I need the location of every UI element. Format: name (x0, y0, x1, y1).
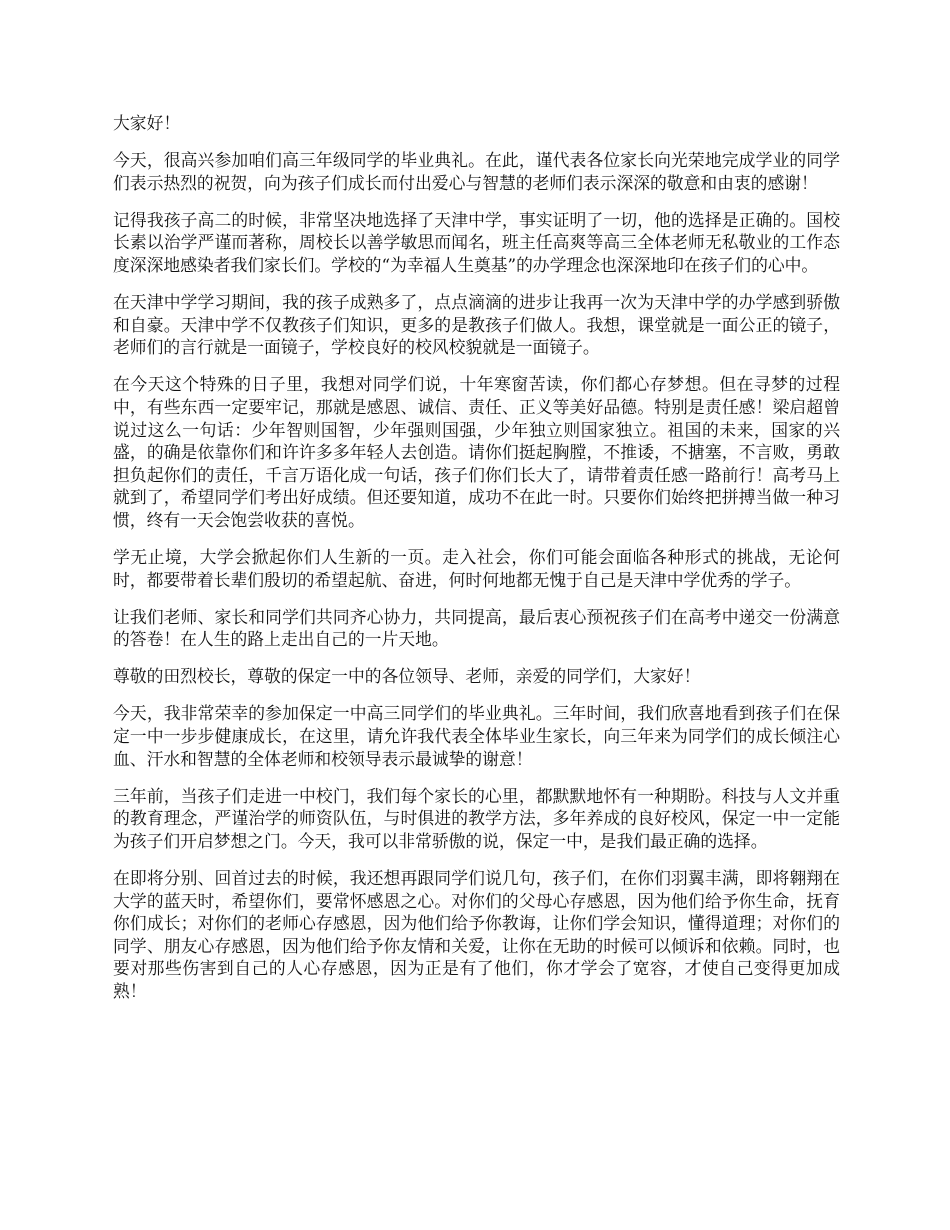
paragraph-second-greeting: 尊敬的田烈校长，尊敬的保定一中的各位领导、老师，亲爱的同学们，大家好！ (113, 666, 701, 687)
paragraph-endless-learning: 学无止境，大学会掀起你们人生新的一页。走入社会，你们可能会面临各种形式的挑战，无论何时，都要带着长辈们殷切的希望起航、奋进，何时何地都无愧于自己是天津中学优秀的学子。 (113, 547, 840, 590)
paragraph-greeting: 大家好！ (113, 113, 181, 133)
paragraph-three-years-ago: 三年前，当孩子们走进一中校门，我们每个家长的心里，都默默地怀有一种期盼。科技与人文并重的教育理念，严谨治学的师资队伍，与时俱进的教学方法，多年养成的良好校风，保定一中一定能为孩子们开启梦想之门。今天，我可以非常骄傲的说，保定一中，是我们最正确的选择。 (113, 785, 840, 851)
paragraph-school-choice: 记得我孩子高二的时候，非常坚决地选择了天津中学，事实证明了一切，他的选择是正确的。国校长素以治学严谨而著称，周校长以善学敏思而闻名，班主任高爽等高三全体老师无私敬业的工作态度深深地感染者我们家长们。学校的“为幸福人生奠基”的办学理念也深深地印在孩子们的心中。 (113, 209, 840, 275)
paragraph-gratitude: 今天，我非常荣幸的参加保定一中高三同学们的毕业典礼。三年时间，我们欣喜地看到孩子们在保定一中一步步健康成长，在这里，请允许我代表全体毕业生家长，向三年来为同学们的成长倾注心血、汗水和智慧的全体老师和校领导表示最诚挚的谢意！ (113, 703, 840, 769)
document-body (113, 112, 840, 1017)
paragraph-congratulations: 今天，很高兴参加咱们高三年级同学的毕业典礼。在此，谨代表各位家长向光荣地完成学业的同学们表示热烈的祝贺，向为孩子们成长而付出爱心与智慧的老师们表示深深的敬意和由衷的感谢！ (113, 150, 840, 193)
paragraph-responsibility: 在今天这个特殊的日子里，我想对同学们说，十年寒窗苦读，你们都心存梦想。但在寻梦的过程中，有些东西一定要牢记，那就是感恩、诚信、责任、正义等美好品德。特别是责任感！梁启超曾说过这么一句话：少年智则国智，少年强则国强，少年独立则国家独立。祖国的未来，国家的兴盛，的确是依靠你们和许许多多年轻人去创造。请你们挺起胸膛，不推诿，不搪塞，不言败，勇敢担负起你们的责任，千言万语化成一句话，孩子们你们长大了，请带着责任感一路前行！高考马上就到了，希望同学们考出好成绩。但还要知道，成功不在此一时。只要你们始终把拼搏当做一种习惯，终有一天会饱尝收获的喜悦。 (113, 374, 840, 530)
paragraph-farewell: 在即将分别、回首过去的时候，我还想再跟同学们说几句，孩子们，在你们羽翼丰满，即将翱翔在大学的蓝天时，希望你们，要常怀感恩之心。对你们的父母心存感恩，因为他们给予你生命，抚育你们成长；对你们的老师心存感恩，因为他们给予你教诲，让你们学会知识，懂得道理；对你们的同学、朋友心存感恩，因为他们给予你友情和关爱，让你在无助的时候可以倾诉和依赖。同时，也要对那些伤害到自己的人心存感恩，因为正是有了他们，你才学会了宽容，才使自己变得更加成熟！ (113, 868, 840, 1001)
paragraph-study-period: 在天津中学学习期间，我的孩子成熟多了，点点滴滴的进步让我再一次为天津中学的办学感到骄傲和自豪。天津中学不仅教孩子们知识，更多的是教孩子们做人。我想，课堂就是一面公正的镜子，老师们的言行就是一面镜子，学校良好的校风校貌就是一面镜子。 (113, 292, 840, 358)
paragraph-wishes: 让我们老师、家长和同学们共同齐心协力，共同提高，最后衷心预祝孩子们在高考中递交一份满意的答卷！在人生的路上走出自己的一片天地。 (113, 606, 840, 650)
